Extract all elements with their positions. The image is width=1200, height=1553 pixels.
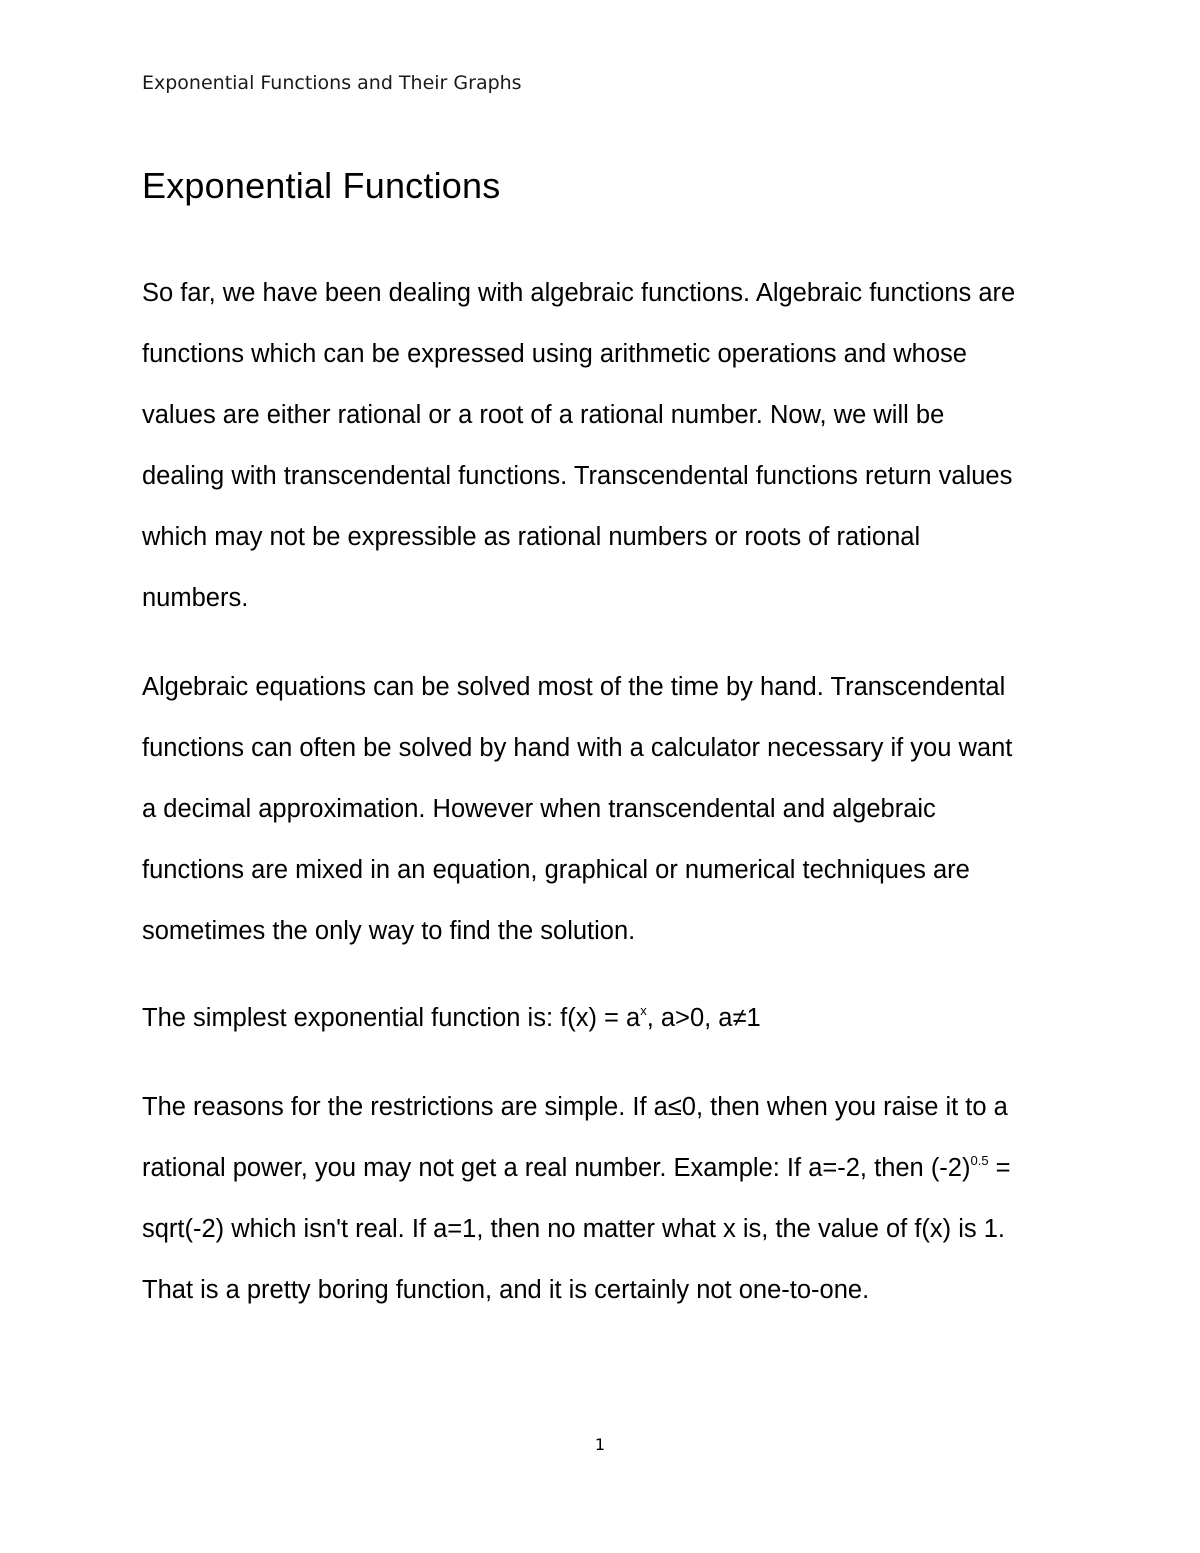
text-line: That is a pretty boring function, and it is certainly not one-to-one. — [142, 1276, 870, 1304]
text-line: a decimal approximation. However when transcendental and algebraic — [142, 795, 936, 823]
text-line: sometimes the only way to find the solution. — [142, 917, 636, 945]
text-line: numbers. — [142, 584, 249, 612]
text-line: functions which can be expressed using arithmetic operations and whose — [142, 340, 967, 368]
text-line: functions can often be solved by hand with a calculator necessary if you want — [142, 734, 1013, 762]
text-line: which may not be expressible as rational numbers or roots of rational — [142, 523, 921, 551]
text-line — [142, 1138, 1062, 1199]
text-line: Algebraic equations can be solved most of the time by hand. Transcendental — [142, 673, 1006, 701]
page-number: 1 — [594, 1435, 606, 1454]
definition-prefix: The simplest exponential function is: f(x) = a — [142, 1004, 641, 1032]
example-suffix: = — [988, 1154, 1011, 1182]
paragraph-restrictions — [142, 1077, 1062, 1321]
example-prefix: rational power, you may not get a real number. Example: If a=-2, then (-2) — [142, 1154, 971, 1182]
exponent-x: x — [640, 1003, 647, 1018]
text-line: values are either rational or a root of a rational number. Now, we will be — [142, 401, 945, 429]
text-line: The reasons for the restrictions are simple. If a≤0, then when you raise it to a — [142, 1093, 1008, 1121]
paragraph-algebraic-vs-transcendental — [142, 263, 1062, 629]
paragraph-solving-equations — [142, 657, 1062, 962]
exponent-half: 0.5 — [970, 1153, 989, 1168]
definition-suffix: , a>0, a≠1 — [646, 1004, 761, 1032]
page-title: Exponential Functions — [142, 165, 501, 206]
text-line: dealing with transcendental functions. Transcendental functions return values — [142, 462, 1013, 490]
paragraph-definition — [142, 988, 1062, 1049]
definition-line — [142, 988, 1062, 1049]
text-line: sqrt(-2) which isn't real. If a=1, then no matter what x is, the value of f(x) is 1. — [142, 1215, 1006, 1243]
text-line: So far, we have been dealing with algebraic functions. Algebraic functions are — [142, 279, 1016, 307]
text-line: functions are mixed in an equation, graphical or numerical techniques are — [142, 856, 970, 884]
running-header: Exponential Functions and Their Graphs — [142, 72, 522, 94]
